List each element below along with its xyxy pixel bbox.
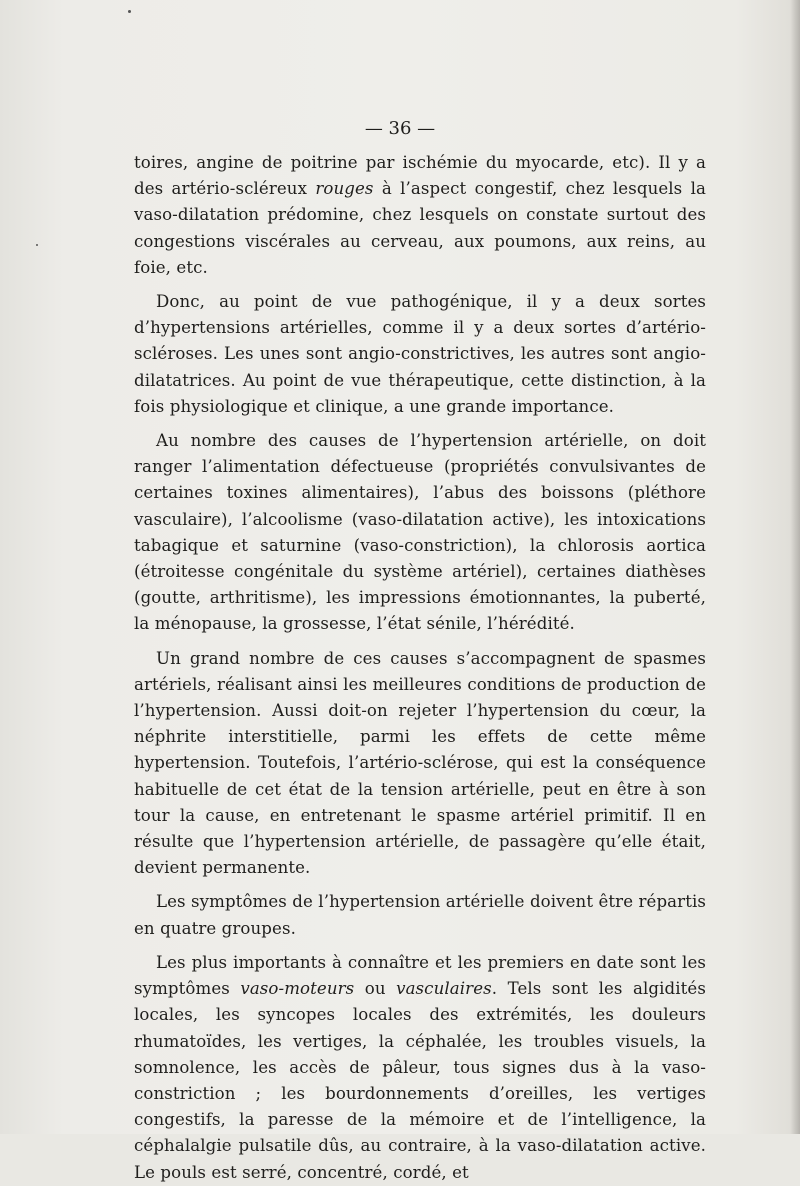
paragraph-text: Les plus importants à connaître et les premiers en date sont les symptômes (134, 952, 706, 999)
paper-speck (36, 244, 38, 246)
paragraph-text: . Tels sont les algidités locales, les syncopes locales des extrémités, les douleurs rhumatoïdes, les vertiges, la céphalée, les troubles visuels, la somnolence, les accès de pâleur, tous signes dus à la vaso-constriction ; les bourdonnements d’oreilles, les vertiges congestifs, la paresse de la mémoire et de l’intelligence, la céphalalgie pulsatile dûs, au contraire, à la vaso-dilatation active. Le pouls est serré, concentré, cordé, et (134, 979, 706, 1182)
paper-speck (128, 10, 131, 13)
paragraph-text: Donc, au point de vue pathogénique, il y a deux sortes d’hypertensions artérielles, comme il y a deux sortes d’artério-scléroses. Les unes sont angio-constrictives, les autres sont angio-dilatatrices. Au point de vue thérapeutique, cette distinction, à la fois physiologique et clinique, a une grande importance. (134, 292, 706, 416)
body-text (134, 150, 706, 1186)
paragraph (134, 889, 706, 941)
paragraph-text: à l’aspect congestif, chez lesquels la vaso-dilatation prédomine, chez lesquels on constate surtout des congestions viscérales au cerveau, aux poumons, aux reins, au foie, etc. (134, 179, 707, 277)
paragraph-text: Au nombre des causes de l’hypertension artérielle, on doit ranger l’alimentation défectueuse (propriétés convulsivantes de certaines toxines alimentaires), l’abus des boissons (pléthore vasculaire), l’alcoolisme (vaso-dilatation active), les intoxications tabagique et saturnine (vaso-constriction), la chlorosis aortica (étroitesse congénitale du système artériel), certaines diathèses (goutte, arthritisme), les impressions émotionnantes, la puberté, la ménopause, la grossesse, l’état sénile, l’hérédité. (134, 431, 706, 634)
paragraph (134, 150, 706, 281)
paragraph (134, 950, 706, 1186)
paragraph-text: toires, angine de poitrine par ischémie du myocarde, etc). Il y a des artério-scléreux (134, 153, 706, 199)
paragraph-text: Les symptômes de l’hypertension artérielle doivent être répartis en quatre groupes. (134, 892, 706, 938)
page-number: — 36 — (364, 118, 436, 139)
paragraph (134, 428, 706, 638)
italic-text: vaso-moteurs (240, 979, 355, 999)
paragraph-text: ou (354, 979, 397, 999)
italic-text: rouges (315, 179, 374, 199)
paragraph (134, 289, 706, 420)
paragraph (134, 646, 706, 882)
paragraph-text: Un grand nombre de ces causes s’accompagnent de spasmes artériels, réalisant ainsi les meilleures conditions de production de l’hypertension. Aussi doit-on rejeter l’hypertension du cœur, la néphrite interstitielle, parmi les effets de cette même hypertension. Toutefois, l’artério-sclérose, qui est la conséquence habituelle de cet état de la tension artérielle, peut en être à son tour la cause, en entretenant le spasme artériel primitif. Il en résulte que l’hypertension artérielle, de passagère qu’elle était, devient permanente. (134, 648, 706, 878)
page-edge-shadow (790, 0, 800, 1134)
italic-text: vasculaires (396, 979, 492, 999)
